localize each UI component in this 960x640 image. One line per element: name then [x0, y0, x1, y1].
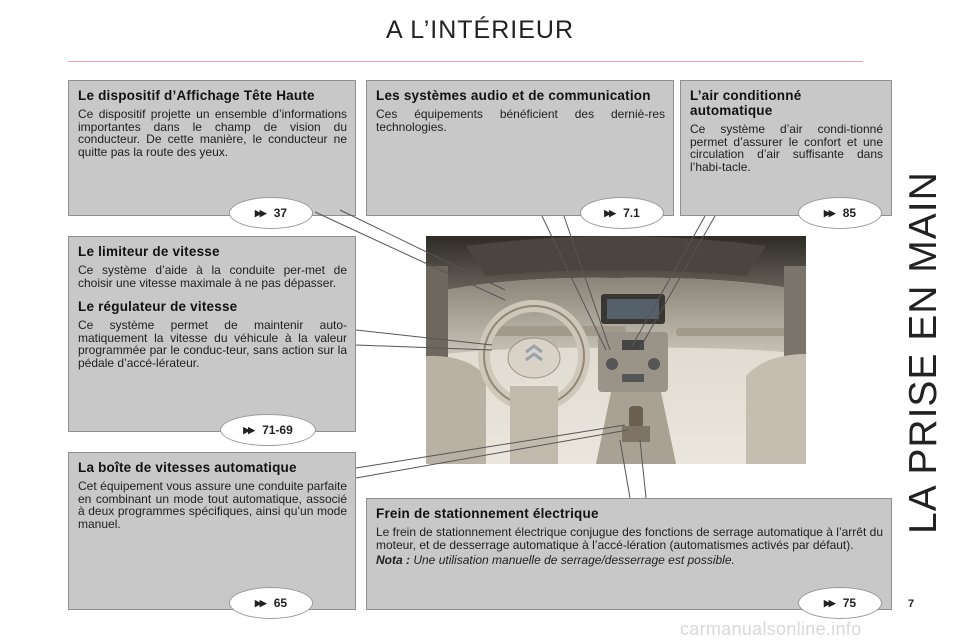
- dashboard-photo: [426, 236, 806, 464]
- speed-box: [68, 236, 356, 432]
- page-title: A L’INTÉRIEUR: [385, 16, 575, 44]
- nota-label: Nota :: [376, 553, 410, 567]
- fast-forward-icon: ▶▶: [254, 207, 265, 218]
- gearbox-heading: La boîte de vitesses automatique: [78, 460, 297, 475]
- limiter-text: Ce système d’aide à la conduite per-met de choisir une vitesse maximale à ne pas dépasser.: [78, 263, 347, 290]
- hud-text: Ce dispositif projette un ensemble d’informations importantes dans le champ de vision du conducteur. De cette manière, le conducteur ne quitte pas la route des yeux.: [78, 107, 347, 159]
- title-divider: [68, 61, 863, 62]
- nota-text: Une utilisation manuelle de serrage/desserrage est possible.: [413, 553, 735, 567]
- hud-page-ref[interactable]: [229, 197, 313, 229]
- audio-heading: Les systèmes audio et de communication: [376, 88, 651, 103]
- audio-page-ref[interactable]: [580, 197, 664, 229]
- audio-box: [366, 80, 674, 216]
- aircon-heading: L’air conditionné automatique: [690, 88, 802, 118]
- speed-ref-number: 71-69: [262, 423, 293, 437]
- limiter-heading: Le limiteur de vitesse: [78, 244, 220, 259]
- page-number: 7: [908, 598, 915, 610]
- gearbox-page-ref[interactable]: [229, 587, 313, 619]
- fast-forward-icon: ▶▶: [823, 207, 834, 218]
- side-title-text: LA PRISE EN MAIN: [902, 171, 945, 534]
- hud-box: [68, 80, 356, 216]
- hud-ref-number: 37: [273, 206, 288, 220]
- brake-ref-number: 75: [842, 596, 857, 610]
- gearbox-box: [68, 452, 356, 610]
- fast-forward-icon: ▶▶: [823, 597, 834, 608]
- aircon-text: Ce système d’air condi-tionné permet d’assurer le confort et une circulation d’air suffisante dans l’habi-tacle.: [690, 122, 883, 174]
- gearbox-ref-number: 65: [273, 596, 288, 610]
- aircon-box: [680, 80, 892, 216]
- aircon-page-ref[interactable]: [798, 197, 882, 229]
- cruise-heading: Le régulateur de vitesse: [78, 299, 238, 314]
- fast-forward-icon: ▶▶: [243, 424, 254, 435]
- brake-nota: [376, 554, 883, 567]
- audio-text: Ces équipements bénéficient des derniè-res technologies.: [376, 107, 665, 134]
- aircon-ref-number: 85: [842, 206, 857, 220]
- section-side-title: [868, 148, 958, 538]
- brake-heading: Frein de stationnement électrique: [376, 506, 599, 521]
- brake-text: Le frein de stationnement électrique conjugue des fonctions de serrage automatique à l’arrêt du moteur, et de desserrage automatique à l’accé-lération (automatismes activés par défaut).: [376, 525, 883, 552]
- hud-heading: Le dispositif d’Affichage Tête Haute: [78, 88, 315, 103]
- brake-page-ref[interactable]: [798, 587, 882, 619]
- gearbox-text: Cet équipement vous assure une conduite parfaite en combinant un mode tout automatique, associé à deux programmes spécifiques, ainsi qu’un mode manuel.: [78, 479, 347, 531]
- fast-forward-icon: ▶▶: [254, 597, 265, 608]
- fast-forward-icon: ▶▶: [604, 207, 615, 218]
- speed-page-ref[interactable]: [220, 414, 316, 446]
- audio-ref-number: 7.1: [623, 206, 640, 220]
- watermark: carmanualsonline.info: [680, 619, 862, 639]
- cruise-text: Ce système permet de maintenir auto-matiquement la vitesse du véhicule à la valeur programmée par le conduc-teur, sans action sur la pédale d’accé-lérateur.: [78, 318, 347, 370]
